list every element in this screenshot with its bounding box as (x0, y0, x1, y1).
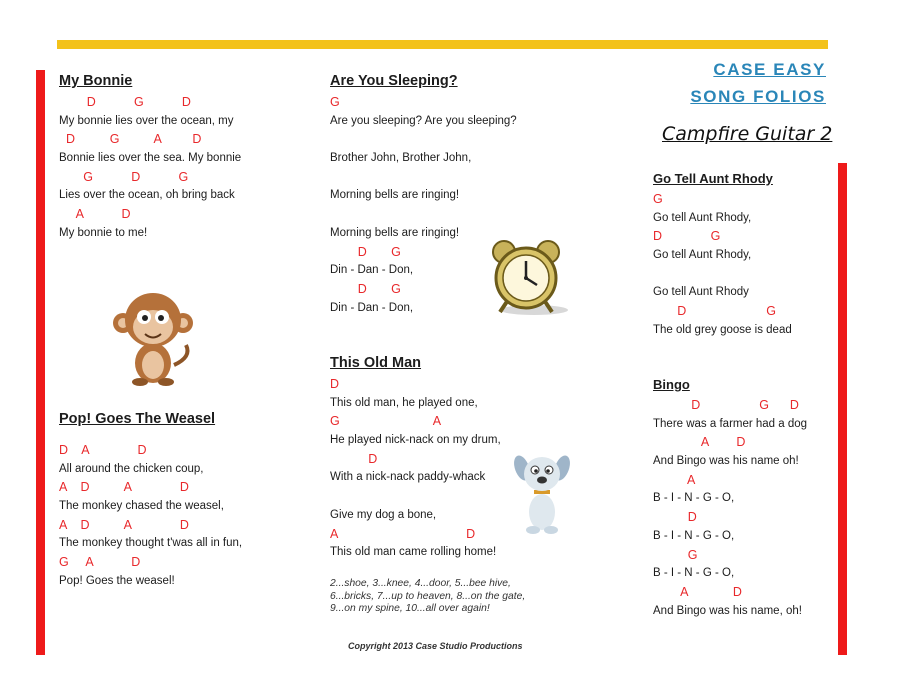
blank-line (653, 265, 792, 284)
song-pop-goes-the-weasel (59, 411, 242, 591)
song-title: My Bonnie (59, 73, 133, 89)
lyric-line: Brother John, Brother John, (330, 152, 472, 165)
lyric-line: Bonnie lies over the sea. My bonnie (59, 152, 242, 165)
page-subtitle: Campfire Guitar 2 (662, 123, 833, 145)
chord-line: A D (330, 526, 476, 541)
chord-line: D G D (59, 95, 191, 109)
lyric-line: My bonnie to me! (59, 226, 148, 239)
chord-line: A D A D (59, 517, 189, 532)
lyric-line: Morning bells are ringing! (330, 226, 460, 239)
chord-line: D A D (59, 443, 147, 457)
chord-line: G (653, 547, 698, 562)
song-title: Go Tell Aunt Rhody (653, 171, 773, 186)
lyric-line: Din - Dan - Don, (330, 301, 414, 314)
verse-note-line: 9...on my spine, 10...all over again! (330, 603, 490, 614)
lyric-line: Morning bells are ringing! (330, 189, 460, 202)
chord-line: A D (653, 435, 746, 450)
chord-line: D (330, 377, 340, 391)
song-title: Are You Sleeping? (330, 73, 458, 89)
top-yellow-bar (57, 40, 828, 49)
chord-line: G (653, 192, 663, 206)
chord-line: G (330, 95, 340, 109)
lyric-line: Are you sleeping? Are you sleeping? (330, 114, 517, 127)
right-red-bar (838, 163, 847, 655)
chord-line: G A D (59, 555, 141, 570)
brand-line-1: CASE EASY (713, 60, 826, 79)
lyric-line: He played nick-nack on my drum, (330, 434, 501, 447)
lyric-line: And Bingo was his name oh! (653, 455, 799, 468)
chord-line: D G (653, 229, 721, 244)
chord-line: D G (330, 281, 401, 296)
chord-line: G A (330, 414, 442, 429)
copyright-text: Copyright 2013 Case Studio Productions (348, 641, 523, 651)
blank-line (330, 487, 501, 506)
lyric-line: Din - Dan - Don, (330, 264, 414, 277)
blank-line (330, 130, 517, 149)
chord-line: D G A D (59, 132, 202, 147)
lyric-line: The monkey thought t'was all in fun, (59, 537, 243, 550)
lyric-line: Give my dog a bone, (330, 508, 437, 521)
song-title: Pop! Goes The Weasel (59, 411, 216, 427)
song-go-tell-aunt-rhody (653, 171, 792, 340)
chord-line: D (330, 451, 378, 466)
lyric-line: B - I - N - G - O, (653, 492, 735, 505)
song-title: This Old Man (330, 355, 422, 371)
song-my-bonnie (59, 73, 241, 243)
chord-line: G D G (59, 169, 189, 184)
chord-line: A D (59, 207, 131, 222)
verse-note-line: 6...bricks, 7...up to heaven, 8...on the gate, (330, 590, 526, 602)
song-bingo (653, 377, 807, 620)
lyric-line: My bonnie lies over the ocean, my (59, 114, 234, 127)
lyric-line: B - I - N - G - O, (653, 567, 735, 580)
chord-line: D G (330, 244, 401, 259)
chord-line: D G D (653, 398, 799, 412)
lyric-line: All around the chicken coup, (59, 462, 204, 475)
lyric-line: Go tell Aunt Rhody, (653, 249, 752, 262)
lyric-line: B - I - N - G - O, (653, 529, 735, 542)
blank-line (330, 168, 517, 187)
lyric-line: This old man came rolling home! (330, 546, 497, 559)
chord-line: A D (653, 584, 742, 599)
blank-line (330, 205, 517, 224)
lyric-line: With a nick-nack paddy-whack (330, 471, 486, 484)
song-this-old-man (330, 355, 501, 562)
alarm-clock-illustration (486, 238, 574, 321)
song-title: Bingo (653, 377, 690, 392)
cartoon-dog-illustration (514, 450, 570, 539)
lyric-line: Go tell Aunt Rhody (653, 286, 749, 299)
monkey-illustration (112, 287, 194, 392)
lyric-line: Lies over the ocean, oh bring back (59, 189, 235, 202)
brand-line-2: SONG FOLIOS (690, 87, 826, 106)
lyric-line: The old grey goose is dead (653, 323, 792, 336)
chord-line: D G (653, 304, 776, 319)
left-red-bar (36, 70, 45, 655)
lyric-line: And Bingo was his name, oh! (653, 604, 802, 617)
lyric-line: Go tell Aunt Rhody, (653, 211, 752, 224)
chord-line: D (653, 510, 697, 525)
lyric-line: Pop! Goes the weasel! (59, 574, 175, 587)
chord-line: A (653, 472, 696, 487)
verse-note-line: 2...shoe, 3...knee, 4...door, 5...bee hive, (330, 578, 511, 589)
lyric-line: The monkey chased the weasel, (59, 500, 224, 513)
lyric-line: There was a farmer had a dog (653, 417, 808, 430)
lyric-line: This old man, he played one, (330, 396, 478, 409)
chord-line: A D A D (59, 480, 189, 495)
brand-logo (690, 56, 826, 110)
verse-notes (330, 578, 525, 616)
